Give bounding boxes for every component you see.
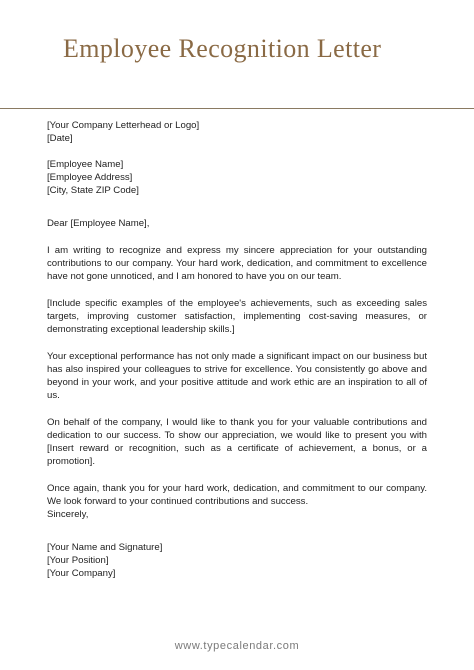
recipient-city: [City, State ZIP Code] bbox=[47, 185, 139, 196]
signature-position: [Your Position] bbox=[47, 555, 109, 566]
paragraph-closing: Once again, thank you for your hard work, dedication, and commitment to our company. We look forward to your continued contributions and success. bbox=[47, 483, 427, 507]
paragraph-thanks: On behalf of the company, I would like to thank you for your valuable contributions and dedication to our success. To show our appreciation, we would like to present you with [Insert reward or recognition, such as a certificate of achievement, a bonus, or a promotion]. bbox=[47, 417, 427, 467]
recipient-name: [Employee Name] bbox=[47, 159, 124, 170]
paragraph-impact: Your exceptional performance has not only made a significant impact on our business but has also inspired your colleagues to strive for excellence. You consistently go above and beyond in your work, and your positive attitude and work ethic are an inspiration to all of us. bbox=[47, 351, 427, 401]
footer-website: www.typecalendar.com bbox=[174, 640, 300, 652]
salutation: Dear [Employee Name], bbox=[47, 218, 150, 229]
signature-company: [Your Company] bbox=[47, 568, 116, 579]
letter-date: [Date] bbox=[47, 133, 73, 144]
paragraph-intro: I am writing to recognize and express my sincere appreciation for your outstanding contributions to our company. Your hard work, dedication, and commitment to excellence have not gone unnoticed, and I am honored to have you on our team. bbox=[47, 245, 427, 282]
letter-title: Employee Recognition Letter bbox=[63, 34, 382, 63]
recipient-address: [Employee Address] bbox=[47, 172, 133, 183]
signature-name: [Your Name and Signature] bbox=[47, 542, 163, 553]
title-divider bbox=[0, 108, 474, 109]
paragraph-examples: [Include specific examples of the employee's achievements, such as exceeding sales targets, improving customer satisfaction, implementing cost-saving measures, or demonstrating exceptional leadership skills.] bbox=[47, 298, 427, 335]
sender-letterhead: [Your Company Letterhead or Logo] bbox=[47, 120, 200, 131]
letter-body bbox=[47, 119, 427, 580]
closing: Sincerely, bbox=[47, 509, 89, 520]
